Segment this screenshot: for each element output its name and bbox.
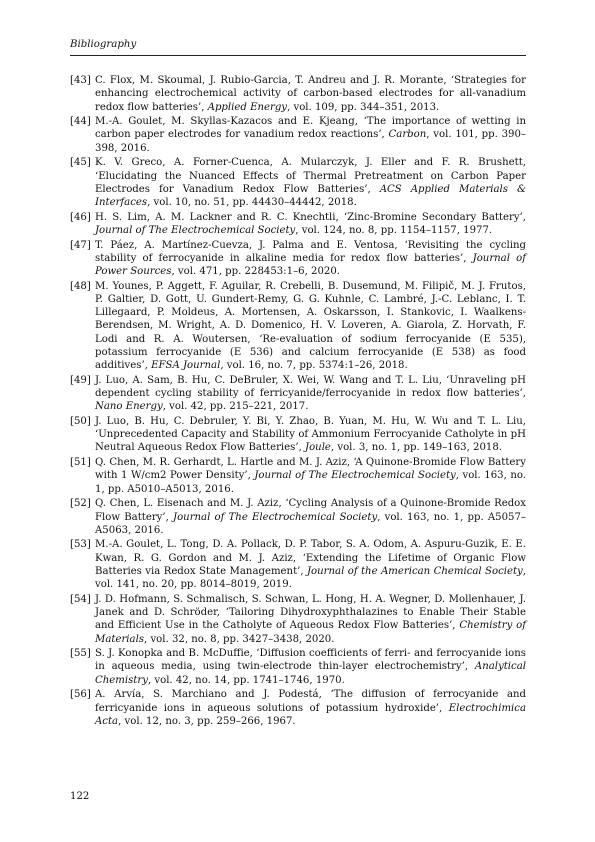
reference-journal: Chemistry of Materials [95, 620, 526, 645]
reference-text [95, 156, 526, 209]
reference-details: , vol. 163, no. 1, pp. A5010–A5013, 2016. [95, 470, 526, 495]
reference-authors-title: J. D. Hofmann, S. Schmalisch, S. Schwan, L. Hong, H. A. Wegner, D. Mollenhauer, J. Janek and D. Schröder, ‘Tailoring Dihydroxyphthalazines to Enable Their Stable and Efficient Use in the Catholyte of Aqueous Redox Flow Batteries’, [95, 593, 526, 632]
reference-details: , vol. 42, pp. 215–221, 2017. [162, 401, 309, 413]
reference-authors-title: Q. Chen, L. Eisenach and M. J. Aziz, ‘Cycling Analysis of a Quinone-Bromide Redox Flow Battery’, [95, 498, 526, 523]
reference-entry [70, 538, 526, 591]
reference-authors-title: S. J. Konopka and B. McDuffie, ‘Diffusion coefficients of ferri- and ferrocyanide ions in aqueous media, using twin-electrode thin-layer electrochemistry’, [95, 648, 526, 673]
reference-entry [70, 211, 526, 238]
reference-journal: Journal of Power Sources [95, 252, 527, 278]
reference-entry [70, 688, 526, 728]
reference-entry [70, 156, 526, 209]
reference-details: , vol. 163, no. 1, pp. A5057–A5063, 2016. [95, 511, 526, 536]
reference-number: [44] [70, 116, 91, 128]
reference-authors-title: M. Younes, P. Aggett, F. Aguilar, R. Crebelli, B. Dusemund, M. Filipič, M. J. Frutos, P. Galtier, D. Gott, U. Gundert-Remy, G. G. Kuhnle, C. Lambré, J.-C. Leblanc, I. T. Lillegaard, P. Moldeus, A. Mortensen, A. Oskarsson, I. Stankovic, I. Waalkens-Berendsen, M. Wright, A. D. Domenico, H. V. Loveren, A. Giarola, Z. Horvath, F. Lodi and R. A. Woutersen, ‘Re-evaluation of sodium ferrocyanide (E 535), potassium ferrocyanide (E 536) and calcium ferrocyanide (E 538) as food additives’, [95, 280, 526, 372]
reference-number: [49] [70, 374, 91, 386]
reference-details: , vol. 32, no. 8, pp. 3427–3438, 2020. [144, 633, 335, 645]
reference-entry [70, 415, 526, 455]
reference-details: , vol. 471, pp. 228453:1–6, 2020. [171, 266, 340, 278]
reference-authors-title: K. V. Greco, A. Forner-Cuenca, A. Mularczyk, J. Eller and F. R. Brushett, ‘Elucidating the Nuanced Effects of Thermal Pretreatment on Carbon Paper Electrodes for Vanadium Redox Flow Batteries’, [95, 157, 526, 195]
reference-number: [47] [70, 239, 91, 251]
reference-entry [70, 497, 526, 537]
reference-details: , vol. 109, pp. 344–351, 2013. [287, 101, 440, 113]
reference-journal: Carbon [388, 129, 427, 141]
reference-journal: Electrochimica Acta [95, 702, 526, 727]
reference-entry [70, 647, 526, 687]
reference-entry [70, 74, 526, 114]
reference-list [70, 74, 526, 729]
reference-text [95, 239, 526, 279]
reference-authors-title: M.-A. Goulet, M. Skyllas-Kazacos and E. Kjeang, ‘The importance of wetting in carbon paper electrodes for vanadium redox reactions’, [95, 116, 526, 141]
reference-journal: Journal of The Electrochemical Society [254, 470, 456, 482]
reference-journal: EFSA Journal [151, 360, 221, 372]
reference-number: [53] [70, 539, 91, 551]
reference-authors-title: M.-A. Goulet, L. Tong, D. A. Pollack, D. P. Tabor, S. A. Odom, A. Aspuru-Guzik, E. E. Kwan, R. G. Gordon and M. J. Aziz, ‘Extending the Lifetime of Organic Flow Batteries via Redox State Management’, [95, 539, 526, 577]
reference-text [95, 647, 526, 687]
reference-authors-title: A. Arvía, S. Marchiano and J. Podestá, ‘The diffusion of ferrocyanide and ferricyanide ions in aqueous solutions of potassium hydroxide’, [95, 689, 526, 714]
reference-details: , vol. 3, no. 1, pp. 149–163, 2018. [330, 442, 503, 454]
reference-entry [70, 115, 526, 155]
reference-authors-title: H. S. Lim, A. M. Lackner and R. C. Knechtli, ‘Zinc-Bromine Secondary Battery’, [95, 211, 526, 223]
reference-text [95, 74, 526, 114]
reference-authors-title: J. Luo, A. Sam, B. Hu, C. DeBruler, X. Wei, W. Wang and T. L. Liu, ‘Unraveling pH dependent cycling stability of ferricyanide/ferrocyanide in redox flow batteries’, [95, 374, 526, 400]
reference-text [95, 538, 526, 591]
reference-text [95, 374, 526, 414]
reference-text [95, 456, 526, 496]
running-header: Bibliography [70, 39, 137, 50]
reference-number: [48] [70, 280, 91, 292]
reference-number: [50] [70, 415, 91, 427]
reference-entry [70, 593, 526, 646]
reference-text [95, 688, 526, 728]
reference-details: , vol. 124, no. 8, pp. 1154–1157, 1977. [295, 224, 493, 236]
reference-journal: ACS Applied Materials & Interfaces [95, 183, 526, 209]
reference-number: [45] [70, 157, 91, 169]
reference-authors-title: Q. Chen, M. R. Gerhardt, L. Hartle and M. J. Aziz, ‘A Quinone-Bromide Flow Battery with 1 W/cm2 Power Density’, [95, 457, 526, 482]
reference-authors-title: T. Páez, A. Martínez-Cuevza, J. Palma and E. Ventosa, ‘Revisiting the cycling stability of ferrocyanide in alkaline media for redox flow batteries’, [95, 239, 526, 264]
reference-details: , vol. 101, pp. 390–398, 2016. [95, 129, 526, 154]
reference-number: [52] [70, 498, 91, 510]
page-number: 122 [70, 791, 90, 802]
reference-journal: Journal of the American Chemical Society [307, 565, 523, 577]
header-rule [70, 55, 526, 56]
reference-details: , vol. 42, no. 14, pp. 1741–1746, 1970. [147, 674, 345, 686]
reference-number: [51] [70, 457, 91, 469]
reference-details: , vol. 141, no. 20, pp. 8014–8019, 2019. [95, 565, 526, 591]
reference-text [95, 115, 526, 155]
reference-journal: Analytical Chemistry [95, 661, 526, 686]
reference-journal: Journal of The Electrochemical Society [173, 511, 378, 523]
reference-entry [70, 239, 526, 279]
reference-text [95, 497, 526, 537]
reference-number: [56] [70, 689, 91, 701]
reference-authors-title: C. Flox, M. Skoumal, J. Rubio-Garcia, T. Andreu and J. R. Morante, ‘Strategies for enhancing electrochemical activity of carbon-based electrodes for all-vanadium redox flow batteries’, [95, 75, 526, 113]
reference-authors-title: J. Luo, B. Hu, C. Debruler, Y. Bi, Y. Zhao, B. Yuan, M. Hu, W. Wu and T. L. Liu, ‘Unprecedented Capacity and Stability of Ammonium Ferrocyanide Catholyte in pH Neutral Aqueous Redox Flow Batteries’, [95, 415, 526, 454]
reference-journal: Applied Energy [207, 101, 288, 113]
reference-text [95, 593, 526, 646]
reference-journal: Nano Energy [95, 401, 163, 413]
reference-journal: Joule [305, 442, 331, 454]
reference-details: , vol. 12, no. 3, pp. 259–266, 1967. [118, 715, 296, 727]
reference-entry [70, 456, 526, 496]
reference-details: , vol. 10, no. 51, pp. 44430–44442, 2018. [147, 197, 357, 209]
reference-text [95, 211, 526, 238]
reference-number: [43] [70, 75, 91, 86]
reference-number: [55] [70, 648, 91, 660]
reference-details: , vol. 16, no. 7, pp. 5374:1–26, 2018. [220, 360, 408, 372]
reference-journal: Journal of The Electrochemical Society [95, 224, 296, 236]
reference-number: [54] [70, 593, 91, 605]
reference-number: [46] [70, 211, 91, 223]
reference-text [95, 415, 526, 455]
reference-entry [70, 280, 526, 373]
reference-text [95, 280, 526, 373]
reference-entry [70, 374, 526, 414]
